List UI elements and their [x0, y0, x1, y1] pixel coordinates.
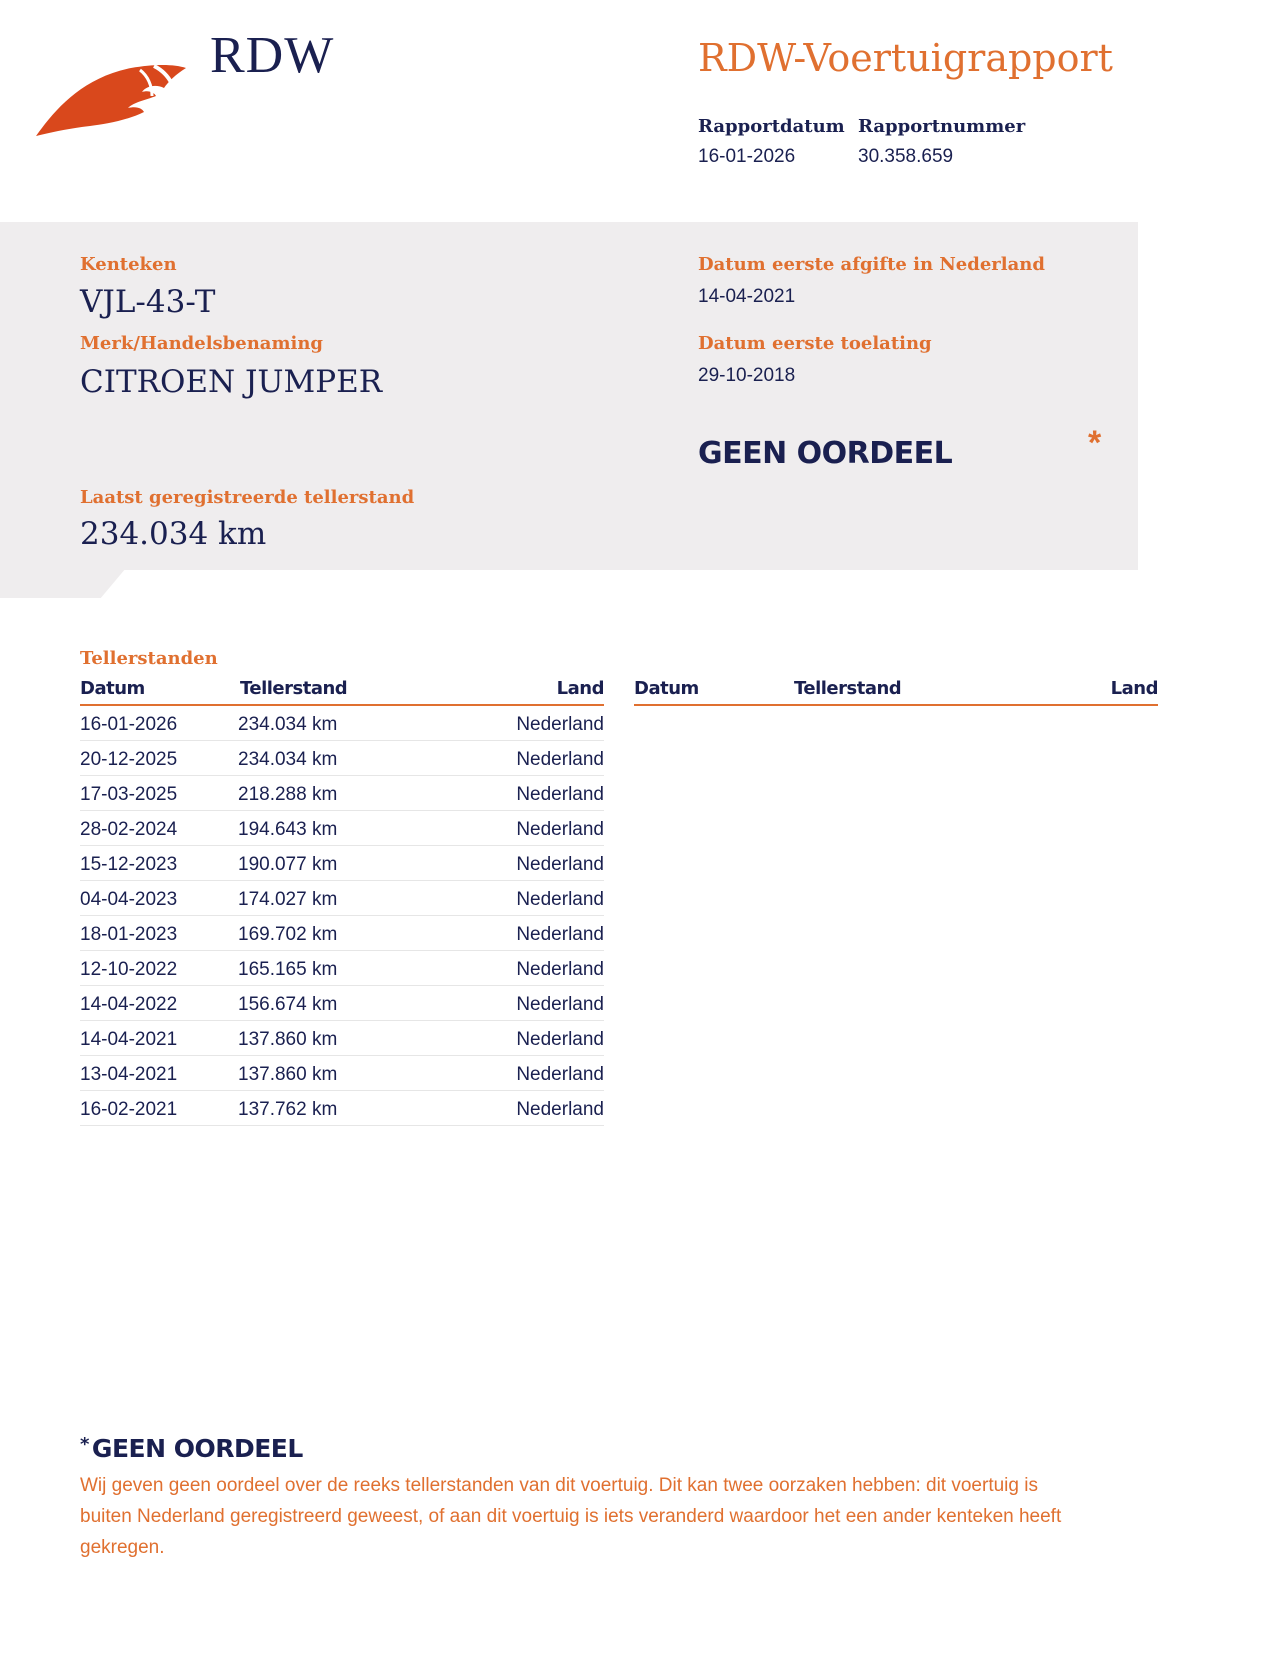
- row-country: Nederland: [516, 959, 604, 980]
- make-label: Merk/Handelsbenaming: [80, 333, 324, 354]
- row-date: 16-02-2021: [80, 1099, 178, 1120]
- row-odometer: 174.027 km: [238, 889, 338, 910]
- plate-value: VJL-43-T: [80, 284, 216, 320]
- header-odometer: Tellerstand: [240, 678, 348, 699]
- report-title: RDW-Voertuigrapport: [698, 36, 1113, 80]
- row-date: 13-04-2021: [80, 1064, 178, 1085]
- table-row: [80, 986, 604, 1021]
- report-date: 16-01-2026: [698, 146, 796, 167]
- row-odometer: 156.674 km: [238, 994, 338, 1015]
- make-value: CITROEN JUMPER: [80, 364, 383, 400]
- row-country: Nederland: [516, 819, 604, 840]
- last-odometer-value: 234.034 km: [80, 516, 267, 552]
- row-country: Nederland: [516, 1029, 604, 1050]
- readings-title: Tellerstanden: [80, 648, 218, 669]
- row-country: Nederland: [516, 854, 604, 875]
- row-odometer: 169.702 km: [238, 924, 338, 945]
- vehicle-panel-tab: [0, 568, 126, 598]
- row-odometer: 137.860 km: [238, 1029, 338, 1050]
- row-odometer: 137.762 km: [238, 1099, 338, 1120]
- report-date-label: Rapportdatum: [698, 116, 845, 137]
- table-header: [634, 678, 1158, 706]
- row-date: 12-10-2022: [80, 959, 178, 980]
- row-country: Nederland: [516, 1099, 604, 1120]
- row-country: Nederland: [516, 749, 604, 770]
- footnote-title-text: GEEN OORDEEL: [91, 1434, 303, 1463]
- row-country: Nederland: [516, 889, 604, 910]
- row-date: 14-04-2021: [80, 1029, 178, 1050]
- row-odometer: 234.034 km: [238, 749, 338, 770]
- table-row: [80, 706, 604, 741]
- row-date: 16-01-2026: [80, 714, 178, 735]
- row-date: 14-04-2022: [80, 994, 178, 1015]
- row-date: 18-01-2023: [80, 924, 178, 945]
- report-number-label: Rapportnummer: [858, 116, 1026, 137]
- table-row: [80, 811, 604, 846]
- header-date: Datum: [80, 678, 145, 699]
- plate-label: Kenteken: [80, 254, 177, 275]
- row-date: 17-03-2025: [80, 784, 178, 805]
- row-odometer: 234.034 km: [238, 714, 338, 735]
- first-nl-value: 14-04-2021: [698, 286, 796, 307]
- row-country: Nederland: [516, 784, 604, 805]
- footnote-text: Wij geven geen oordeel over de reeks tellerstanden van dit voertuig. Dit kan twee oorzaken hebben: dit voertuig is buiten Nederland geregistreerd geweest, of aan dit voertuig is iets veranderd waardoor het een ander kenteken heeft gekregen.: [80, 1475, 1062, 1558]
- row-odometer: 218.288 km: [238, 784, 338, 805]
- table-row: [80, 1091, 604, 1126]
- row-date: 04-04-2023: [80, 889, 178, 910]
- first-nl-label: Datum eerste afgifte in Nederland: [698, 254, 1045, 275]
- table-row: [80, 741, 604, 776]
- readings-table-left: [80, 678, 604, 1126]
- first-admission-value: 29-10-2018: [698, 365, 796, 386]
- row-odometer: 190.077 km: [238, 854, 338, 875]
- row-date: 20-12-2025: [80, 749, 178, 770]
- verdict-text: GEEN OORDEEL: [698, 436, 953, 471]
- row-country: Nederland: [516, 924, 604, 945]
- row-country: Nederland: [516, 1064, 604, 1085]
- readings-table-right: [634, 678, 1158, 706]
- footnote-title: [80, 1434, 303, 1463]
- header-odometer: Tellerstand: [794, 678, 902, 699]
- row-odometer: 137.860 km: [238, 1064, 338, 1085]
- first-admission-label: Datum eerste toelating: [698, 333, 932, 354]
- table-row: [80, 1056, 604, 1091]
- row-odometer: 194.643 km: [238, 819, 338, 840]
- footnote-asterisk: *: [80, 1434, 89, 1455]
- header-date: Datum: [634, 678, 699, 699]
- row-date: 15-12-2023: [80, 854, 178, 875]
- verdict-asterisk: *: [1088, 424, 1102, 462]
- row-date: 28-02-2024: [80, 819, 178, 840]
- row-odometer: 165.165 km: [238, 959, 338, 980]
- table-row: [80, 1021, 604, 1056]
- header-country: Land: [1110, 678, 1158, 699]
- report-number: 30.358.659: [858, 146, 954, 167]
- header-country: Land: [556, 678, 604, 699]
- table-row: [80, 881, 604, 916]
- last-odometer-label: Laatst geregistreerde tellerstand: [80, 487, 415, 508]
- brand-name: RDW: [210, 27, 335, 84]
- table-row: [80, 951, 604, 986]
- row-country: Nederland: [516, 994, 604, 1015]
- table-header: [80, 678, 604, 706]
- table-row: [80, 776, 604, 811]
- table-row: [80, 916, 604, 951]
- table-row: [80, 846, 604, 881]
- row-country: Nederland: [516, 714, 604, 735]
- rdw-logo-icon: [36, 56, 186, 138]
